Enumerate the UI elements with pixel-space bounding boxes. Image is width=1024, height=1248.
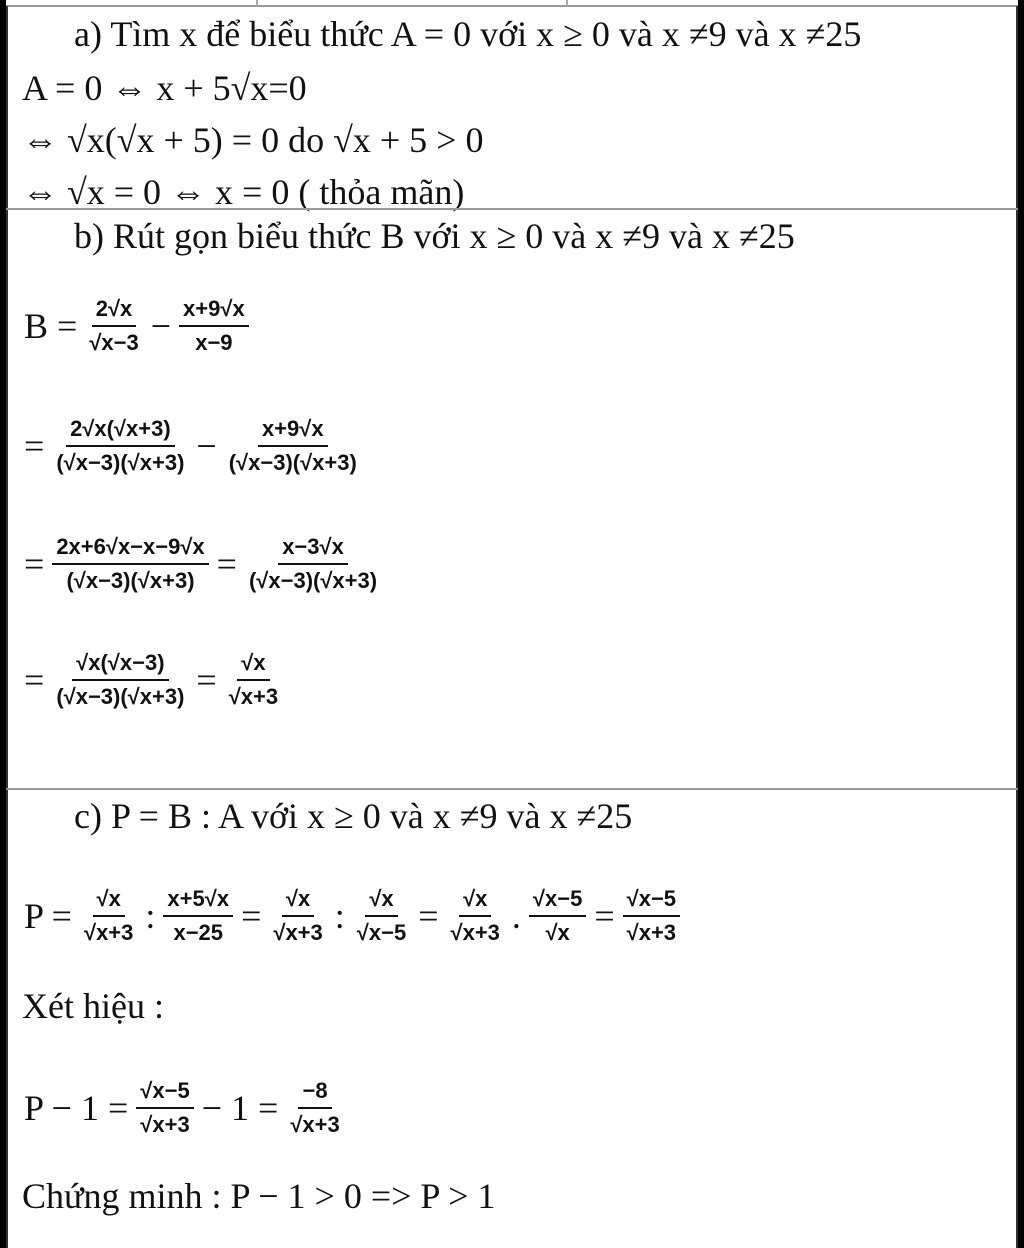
fraction (269, 886, 326, 946)
numerator: −8 (298, 1078, 331, 1109)
denominator: √x+3 (84, 920, 134, 945)
denominator: √x+3 (450, 920, 500, 945)
operator: : (334, 896, 345, 936)
b-row-1-lead: B = (24, 306, 78, 346)
numerator: x+5√x (163, 886, 233, 917)
numerator: √x(√x−3) (72, 650, 168, 681)
numerator: √x−5 (529, 886, 586, 917)
p-row (22, 886, 686, 946)
b-row-3 (22, 534, 387, 594)
fraction (623, 886, 680, 946)
numerator: √x (365, 886, 397, 917)
denominator: (√x−3)(√x+3) (228, 450, 357, 475)
numerator: 2√x(√x+3) (66, 416, 175, 447)
fraction (286, 1078, 343, 1138)
denominator: (√x−3)(√x+3) (66, 568, 195, 593)
part-a-heading: a) Tìm x để biểu thức A = 0 với x ≥ 0 và x ≠9 và x ≠25 (74, 14, 862, 54)
operator: = (594, 896, 615, 936)
denominator: x−9 (195, 330, 233, 355)
numerator: √x (237, 650, 269, 681)
part-c-heading: c) P = B : A với x ≥ 0 và x ≠9 và x ≠25 (74, 796, 633, 836)
operator: . (511, 896, 521, 936)
numerator: √x−5 (136, 1078, 193, 1109)
denominator: x−25 (173, 920, 224, 945)
b-row-2 (22, 416, 367, 476)
xet-hieu-label: Xét hiệu : (22, 986, 164, 1026)
conclusion: Chứng minh : P − 1 > 0 => P > 1 (22, 1176, 496, 1216)
part-a-step-2: ⇔ √x(√x + 5) = 0 do √x + 5 > 0 (22, 120, 484, 160)
numerator: √x (282, 886, 314, 917)
operator: − (196, 426, 217, 466)
denominator: √x+3 (626, 920, 677, 945)
part-b-cell (6, 210, 1018, 788)
operator: − 1 = (201, 1088, 279, 1128)
equals-sign: = (24, 426, 45, 466)
diff-row (22, 1078, 350, 1138)
operator: = (418, 896, 439, 936)
part-b-heading: b) Rút gọn biểu thức B với x ≥ 0 và x ≠9 và x ≠25 (74, 216, 795, 256)
operator: = (196, 660, 217, 700)
numerator: x+9√x (179, 296, 249, 327)
denominator: (√x−3)(√x+3) (248, 568, 378, 593)
diff-row-lead: P − 1 = (24, 1088, 129, 1128)
fraction (447, 886, 504, 946)
part-c-cell (6, 790, 1018, 1248)
fraction (163, 886, 233, 946)
part-a-step-1: A = 0 ⇔ x + 5√x=0 (22, 68, 307, 108)
denominator: √x (545, 920, 570, 945)
fraction (52, 650, 188, 710)
numerator: √x−5 (623, 886, 680, 917)
fraction (179, 296, 249, 356)
part-a-cell (6, 6, 1018, 212)
fraction (52, 534, 208, 594)
fraction (529, 886, 586, 946)
fraction (85, 296, 142, 356)
part-a-step-3: ⇔ √x = 0 ⇔ x = 0 ( thỏa mãn) (22, 172, 465, 212)
denominator: (√x−3)(√x+3) (56, 450, 185, 475)
equals-sign: = (24, 544, 45, 584)
denominator: √x−5 (356, 920, 407, 945)
fraction (52, 416, 188, 476)
operator: : (145, 896, 156, 936)
numerator: √x (459, 886, 491, 917)
numerator: 2√x (92, 296, 137, 327)
operator: = (241, 896, 262, 936)
denominator: √x−3 (89, 330, 139, 355)
denominator: √x+3 (140, 1112, 190, 1137)
fraction (225, 416, 361, 476)
denominator: √x+3 (290, 1112, 340, 1137)
b-row-4 (22, 650, 288, 710)
operator: = (216, 544, 237, 584)
fraction (80, 886, 137, 946)
fraction (136, 1078, 193, 1138)
fraction (225, 650, 282, 710)
equals-sign: = (24, 660, 45, 700)
p-row-lead: P = (24, 896, 72, 936)
numerator: √x (93, 886, 125, 917)
solution-sheet (6, 0, 1018, 1248)
operator: − (150, 306, 172, 346)
b-row-1 (22, 296, 255, 356)
fraction (353, 886, 410, 946)
denominator: √x+3 (273, 920, 323, 945)
numerator: x+9√x (258, 416, 328, 447)
fraction (245, 534, 381, 594)
denominator: (√x−3)(√x+3) (56, 684, 185, 709)
numerator: x−3√x (278, 534, 348, 565)
denominator: √x+3 (228, 684, 279, 709)
numerator: 2x+6√x−x−9√x (52, 534, 208, 565)
